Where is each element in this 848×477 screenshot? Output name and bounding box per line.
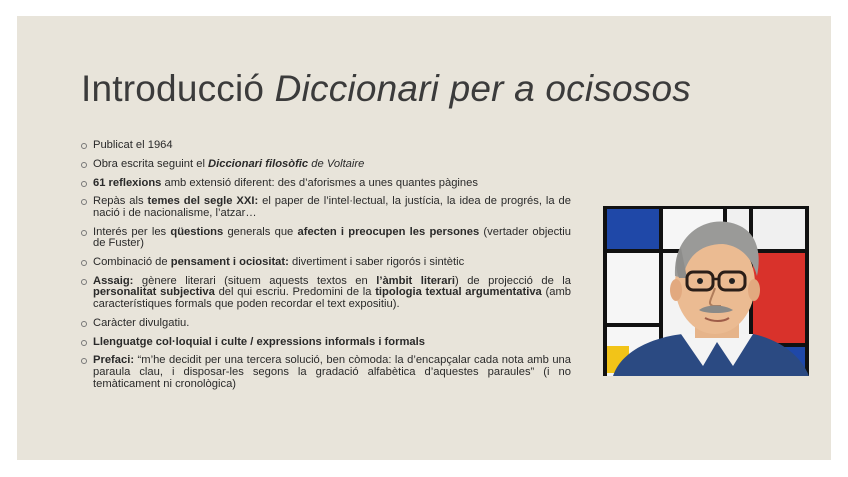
slide bbox=[17, 16, 831, 460]
bullet-text-run: ) de projecció de la bbox=[454, 274, 571, 287]
bullet-text-run: Repàs als bbox=[93, 195, 148, 208]
bullet-text-run: Voltaire bbox=[326, 157, 365, 170]
bullet-item bbox=[81, 257, 571, 269]
bullet-item bbox=[81, 227, 571, 250]
bullet-text-run: Assaig: bbox=[93, 274, 134, 287]
bullet-text-run: afecten i preocupen les persones bbox=[297, 225, 480, 238]
slide-title bbox=[81, 68, 691, 110]
bullet-list bbox=[81, 140, 571, 397]
bullet-text-run: pensament i ociositat: bbox=[170, 256, 289, 269]
bullet-text-run: Interés per les bbox=[93, 225, 171, 238]
bullet-text-run: generals que bbox=[223, 225, 298, 238]
title-prefix: Introducció bbox=[81, 68, 275, 109]
bullet-text-run: 61 reflexions bbox=[93, 176, 162, 189]
bullet-text-run: amb extensió diferent: des d’aforismes a unes quantes pàgines bbox=[161, 176, 478, 189]
bullet-text-run: Publicat el 1964 bbox=[93, 139, 173, 151]
portrait-illustration bbox=[603, 206, 809, 376]
bullet-item bbox=[81, 159, 571, 171]
bullet-text-run: (amb característiques formals que poden recordar el text expositiu). bbox=[93, 286, 571, 311]
bullet-text-run: Caràcter divulgatiu. bbox=[93, 316, 190, 329]
bullet-text-run: temes del segle XXI: bbox=[147, 195, 259, 208]
bullet-text-run: divertiment i saber rigorós i sintètic bbox=[288, 256, 465, 269]
bullet-item bbox=[81, 355, 571, 390]
bullet-text-run: del qui escriu. Predomini de la bbox=[214, 286, 376, 299]
bullet-item bbox=[81, 276, 571, 311]
bullet-text-run: Combinació de bbox=[93, 256, 171, 269]
bullet-item bbox=[81, 140, 571, 152]
bullet-text-run: el paper de l’intel·lectual, la justícia, la idea de progrés, la de nació i de nacionalisme, l’atzar… bbox=[93, 195, 571, 219]
bullet-text-run: Obra escrita seguint el bbox=[93, 157, 209, 170]
title-italic: Diccionari per a ocisosos bbox=[274, 68, 691, 109]
bullet-text-run: de bbox=[308, 157, 327, 170]
bullet-text-run: qüestions bbox=[170, 225, 224, 238]
bullet-text-run: l’àmbit literari bbox=[376, 274, 455, 287]
bullet-item bbox=[81, 318, 571, 330]
bullet-text-run: “m’he decidit per una tercera solució, ben còmoda: la d’encapçalar cada nota amb una paraula clau, i disposar-les segons la gradació alfabètica d’aquestes paraules” (i no temàticament ni cronològica) bbox=[93, 354, 571, 390]
bullet-text-run: Llenguatge col·loquial i culte / expressions informals i formals bbox=[93, 335, 425, 348]
bullet-text-run: (vertader objectiu de Fuster) bbox=[93, 225, 571, 250]
bullet-text-run: tipologia textual argumentativa bbox=[375, 286, 542, 299]
author-portrait bbox=[603, 206, 809, 376]
bullet-text-run: Prefaci: bbox=[93, 354, 135, 367]
bullet-text-run: personalitat subjectiva bbox=[93, 286, 215, 299]
bullet-text-run: gènere literari (situem aquests textos en bbox=[133, 274, 377, 287]
bullet-item bbox=[81, 196, 571, 219]
bullet-item bbox=[81, 178, 571, 190]
bullet-text-run: Diccionari filosòfic bbox=[208, 157, 309, 170]
bullet-item bbox=[81, 337, 571, 349]
